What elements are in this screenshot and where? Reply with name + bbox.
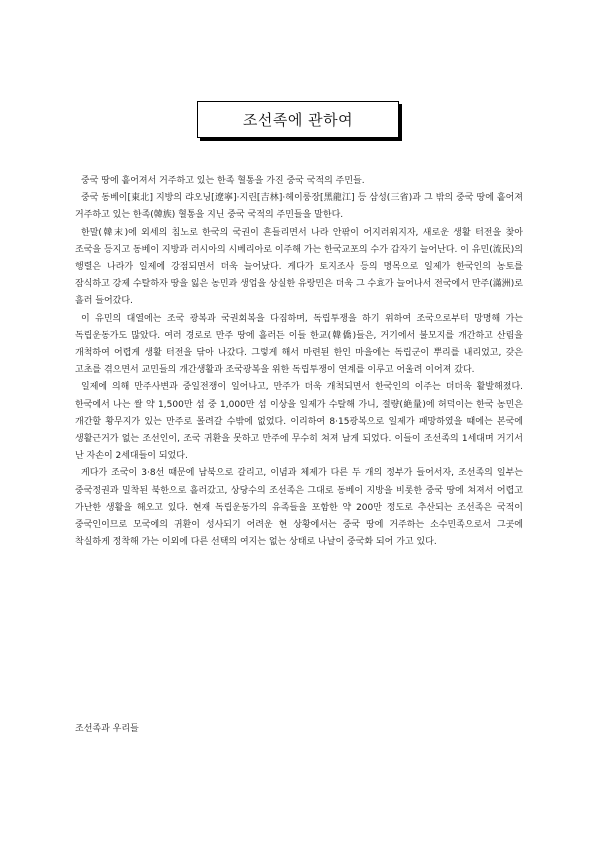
- title-box: [197, 101, 399, 138]
- paragraph-manchuria-migration: 일제에 의해 만주사변과 중일전쟁이 일어나고, 만주가 더욱 개척되면서 한국인의 이주는 더더욱 활발해졌다. 한국에서 나는 쌀 약 1,500만 섬 중 1,000만 섬 이상을 일제가 수탈해 가니, 절량(絶量)에 허덕이는 한국 농민은 개간할 황무지가 있는 만주로 몰려갈 수밖에 없었다. 이리하여 8·15광복으로 일제가 패망하였을 때에는 본국에 생활근거가 없는 조선인이, 조국 귀환을 못하고 만주에 무수히 쳐져 남게 되었다. 이들이 조선족의 1세대며 거기서 난 자손이 2세대들이 되었다.: [75, 382, 523, 462]
- document-title: 조선족에 관하여: [242, 111, 354, 129]
- body-text: [75, 173, 523, 551]
- section-heading: 조선족과 우리들: [75, 724, 139, 734]
- paragraph-current-situation: 게다가 조국이 3·8선 때문에 남북으로 갈리고, 이념과 체제가 다른 두 개의 정부가 들어서자, 조선족의 일부는 중국정권과 밀착된 북한으로 흘러갔고, 상당수의 조선족은 그대로 동베이 지방을 비롯한 중국 땅에 쳐져서 어렵고 가난한 생활을 해오고 있다. 현재 독립운동가의 유족들을 포함한 약 200만 정도로 추산되는 조선족은 국적이 중국인이므로 모국에의 귀환이 성사되기 어려운 현 상황에서는 중국 땅에 거주하는 소수민족으로서 그곳에 착실하게 정착해 가는 이외에 다른 선택의 여지는 없는 상태로 나날이 중국화 되어 가고 있다.: [75, 468, 523, 548]
- paragraph-intro: 중국 땅에 흩어져서 거주하고 있는 한족 혈통을 가진 중국 국적의 주민들.: [81, 176, 365, 186]
- paragraph-definition: 중국 동베이[東北] 지방의 랴오닝[遼寧]·지린[吉林]·헤이룽장[黑龍江] 등 삼성(三省)과 그 밖의 중국 땅에 흩어져 거주하고 있는 한족(韓族) 혈통을 지닌 중국 국적의 주민들을 말한다.: [75, 193, 523, 221]
- paragraph-history-late-joseon: 한말(韓末)에 외세의 침노로 한국의 국권이 흔들리면서 나라 안팎이 어지러워지자, 새로운 생활 터전을 찾아 조국을 등지고 동베이 지방과 러시아의 시베리아로 이주해 가는 한국교포의 수가 갑자기 늘어난다. 이 유민(流民)의 행렬은 나라가 일제에 강점되면서 더욱 늘어났다. 게다가 토지조사 등의 명목으로 일제가 한국인의 농토를 잠식하고 강제 수탈하자 땅을 잃은 농민과 생업을 상실한 유랑민은 더욱 그 수효가 늘어나서 전국에서 만주(滿洲)로 흘러 들어갔다.: [75, 227, 523, 307]
- paragraph-independence-movement: 이 유민의 대열에는 조국 광복과 국권회복을 다짐하며, 독립투쟁을 하기 위하여 조국으로부터 망명해 가는 독립운동가도 많았다. 여러 경로로 만주 땅에 흘러든 이들 한교(韓僑)들은, 거기에서 불모지를 개간하고 산림을 개척하여 어렵게 생활 터전을 닦아 나갔다. 그렇게 해서 마련된 한인 마을에는 독립군이 뿌리를 내리었고, 갖은 고초를 겪으면서 교민들의 개간생활과 조국광복을 위한 독립투쟁이 연계를 이루고 어울려 이어져 갔다.: [75, 313, 523, 376]
